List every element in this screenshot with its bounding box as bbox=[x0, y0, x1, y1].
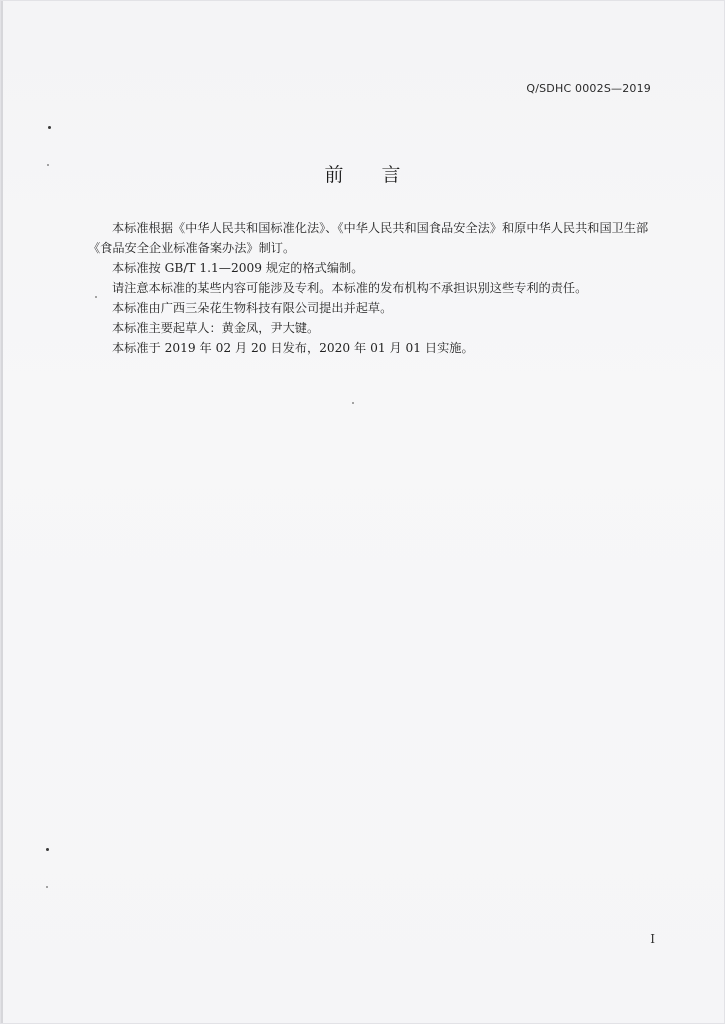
scan-speck bbox=[46, 848, 49, 851]
scan-speck bbox=[95, 296, 97, 298]
page-title: 前言 bbox=[324, 164, 439, 186]
scan-speck bbox=[47, 164, 49, 166]
scan-speck bbox=[352, 402, 354, 404]
foreword-body bbox=[88, 218, 658, 358]
paragraph-proposer: 本标准由广西三朵花生物科技有限公司提出并起草。 bbox=[112, 301, 393, 315]
paragraph-dates: 本标准于 2019 年 02 月 20 日发布，2020 年 01 月 01 日实施。 bbox=[112, 341, 474, 355]
page-number: I bbox=[650, 932, 655, 946]
paragraph-patent-notice: 请注意本标准的某些内容可能涉及专利。本标准的发布机构不承担识别这些专利的责任。 bbox=[112, 281, 588, 295]
paragraph-basis: 本标准根据《中华人民共和国标准化法》、《中华人民共和国食品安全法》和原中华人民共和国卫生部《食品安全企业标准备案办法》制订。 bbox=[88, 221, 649, 255]
scan-speck bbox=[48, 126, 51, 129]
paragraph-drafters: 本标准主要起草人：黄金凤，尹大键。 bbox=[112, 321, 320, 335]
paragraph-format: 本标准按 GB/T 1.1—2009 规定的格式编制。 bbox=[112, 261, 364, 275]
document-code: Q/SDHC 0002S—2019 bbox=[526, 82, 651, 95]
scan-speck bbox=[46, 886, 48, 888]
